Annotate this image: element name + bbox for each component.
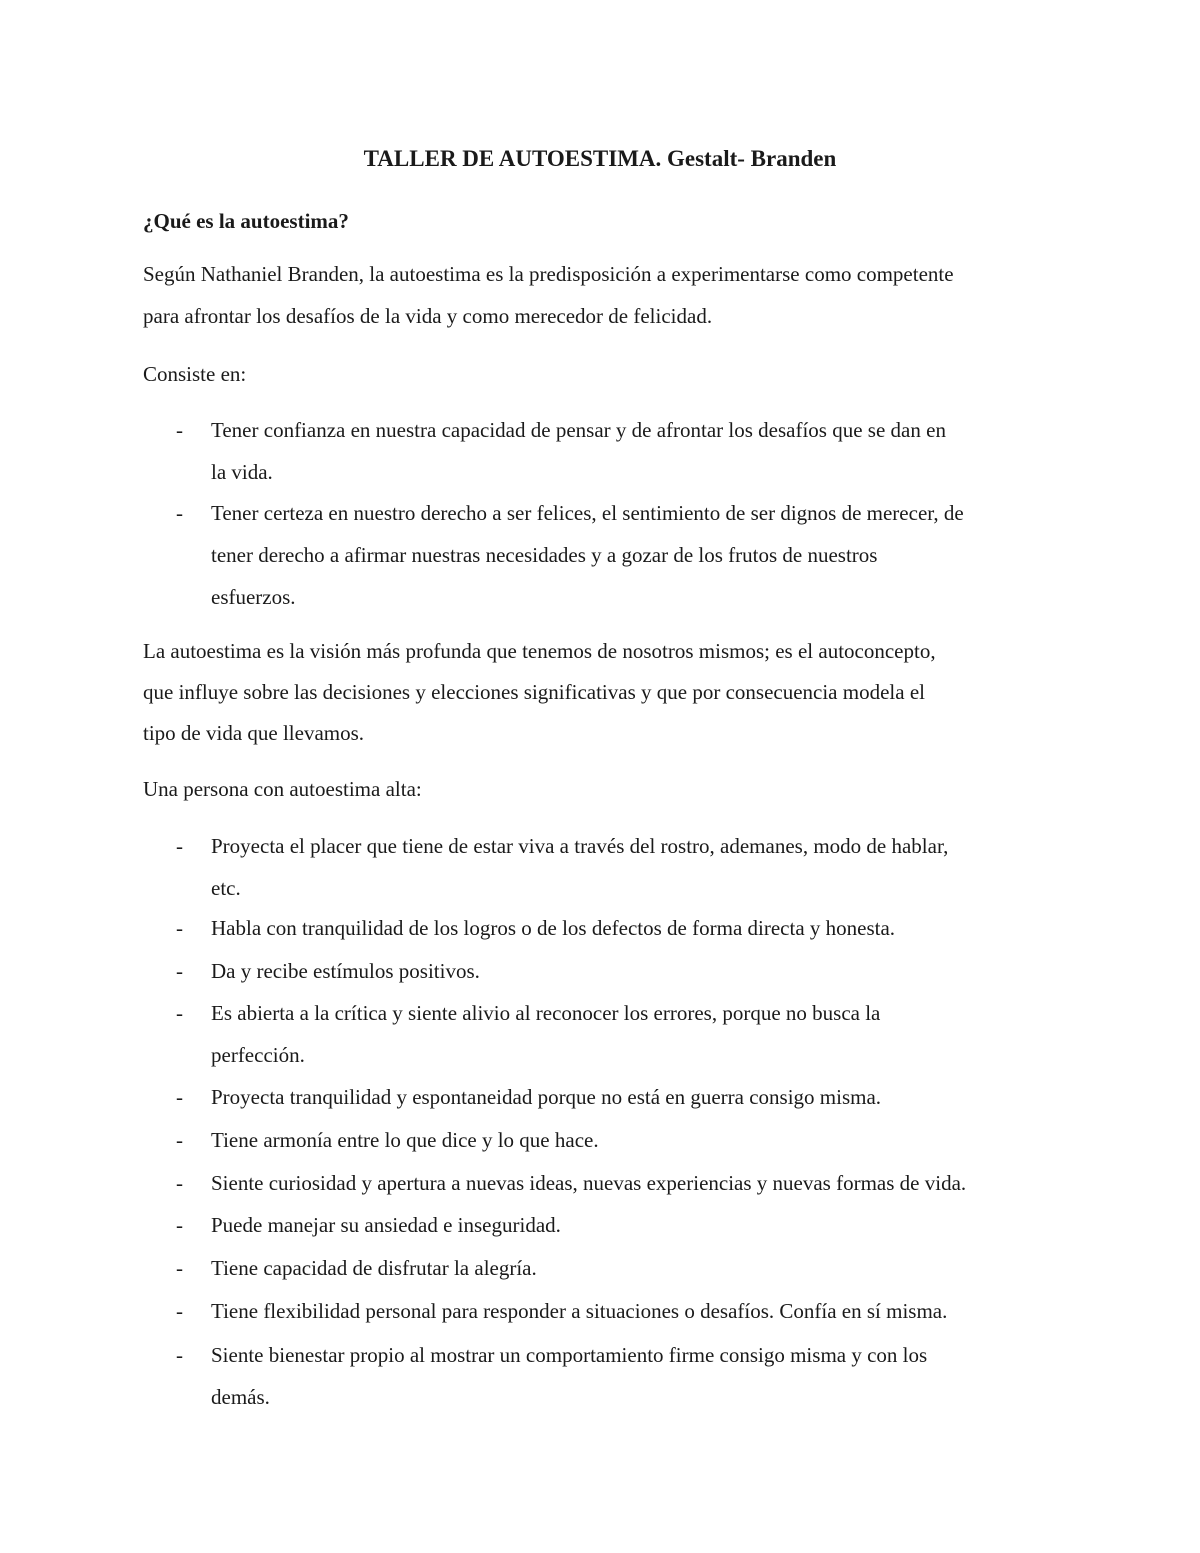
list-item-line: Tener confianza en nuestra capacidad de pensar y de afrontar los desafíos que se dan en (211, 418, 946, 442)
bullet-marker: - (176, 959, 183, 983)
list-item-line: Da y recibe estímulos positivos. (211, 959, 480, 983)
list-item (211, 1168, 966, 1198)
bullet-marker: - (176, 418, 183, 442)
list-item (211, 1125, 599, 1155)
list-item-line: esfuerzos. (211, 585, 296, 609)
list-item-line: Tiene armonía entre lo que dice y lo que hace. (211, 1128, 599, 1152)
list-item-line: la vida. (211, 460, 273, 484)
bullet-marker: - (176, 1256, 183, 1280)
bullet-marker: - (176, 1128, 183, 1152)
bullet-marker: - (176, 1213, 183, 1237)
list-item (211, 1253, 537, 1283)
list-item (211, 956, 480, 986)
list-item-line: Puede manejar su ansiedad e inseguridad. (211, 1213, 561, 1237)
bullet-marker: - (176, 501, 183, 525)
bullet-marker: - (176, 1343, 183, 1367)
list-item-line: Siente curiosidad y apertura a nuevas ideas, nuevas experiencias y nuevas formas de vida. (211, 1171, 967, 1195)
list-item-line: Siente bienestar propio al mostrar un comportamiento firme consigo misma y con los (211, 1343, 928, 1367)
list-item (211, 831, 948, 903)
document-title: TALLER DE AUTOESTIMA. Gestalt- Branden (363, 146, 837, 171)
vision-paragraph (143, 636, 936, 748)
bullet-marker: - (176, 1299, 183, 1323)
intro-paragraph (143, 259, 954, 331)
alta-label: Una persona con autoestima alta: (143, 777, 422, 801)
bullet-marker: - (176, 1085, 183, 1109)
list-item (211, 998, 880, 1070)
intro-line: para afrontar los desafíos de la vida y como merecedor de felicidad. (143, 304, 713, 328)
bullet-marker: - (176, 1171, 183, 1195)
list-item (211, 498, 964, 612)
list-item (211, 1296, 947, 1326)
list-item (211, 1210, 561, 1240)
bullet-marker: - (176, 1001, 183, 1025)
list-item-line: tener derecho a afirmar nuestras necesidades y a gozar de los frutos de nuestros (211, 543, 878, 567)
bullet-marker: - (176, 834, 183, 858)
vision-line: tipo de vida que llevamos. (143, 721, 365, 745)
list-item-line: Proyecta el placer que tiene de estar viva a través del rostro, ademanes, modo de hablar, (211, 834, 949, 858)
list-item-line: etc. (211, 876, 241, 900)
list-item-line: Tiene flexibilidad personal para responder a situaciones o desafíos. Confía en sí misma. (211, 1299, 948, 1323)
intro-line: Según Nathaniel Branden, la autoestima es la predisposición a experimentarse como competente (143, 262, 954, 286)
consiste-label: Consiste en: (143, 362, 247, 386)
list-item-line: Proyecta tranquilidad y espontaneidad porque no está en guerra consigo misma. (211, 1085, 882, 1109)
list-item (211, 1340, 927, 1412)
section-heading: ¿Qué es la autoestima? (143, 209, 349, 233)
list-item-line: perfección. (211, 1043, 305, 1067)
list-item (211, 913, 895, 943)
list-item-line: Es abierta a la crítica y siente alivio al reconocer los errores, porque no busca la (211, 1001, 881, 1025)
list-item (211, 1082, 881, 1112)
vision-line: La autoestima es la visión más profunda que tenemos de nosotros mismos; es el autoconcepto, (143, 639, 936, 663)
vision-line: que influye sobre las decisiones y elecciones significativas y que por consecuencia modela el (143, 680, 925, 704)
list-item-line: demás. (211, 1385, 270, 1409)
bullet-marker: - (176, 916, 183, 940)
list-item-line: Tiene capacidad de disfrutar la alegría. (211, 1256, 537, 1280)
list-item-line: Habla con tranquilidad de los logros o de los defectos de forma directa y honesta. (211, 916, 896, 940)
list-item (211, 415, 946, 487)
list-item-line: Tener certeza en nuestro derecho a ser felices, el sentimiento de ser dignos de merecer, de (211, 501, 964, 525)
